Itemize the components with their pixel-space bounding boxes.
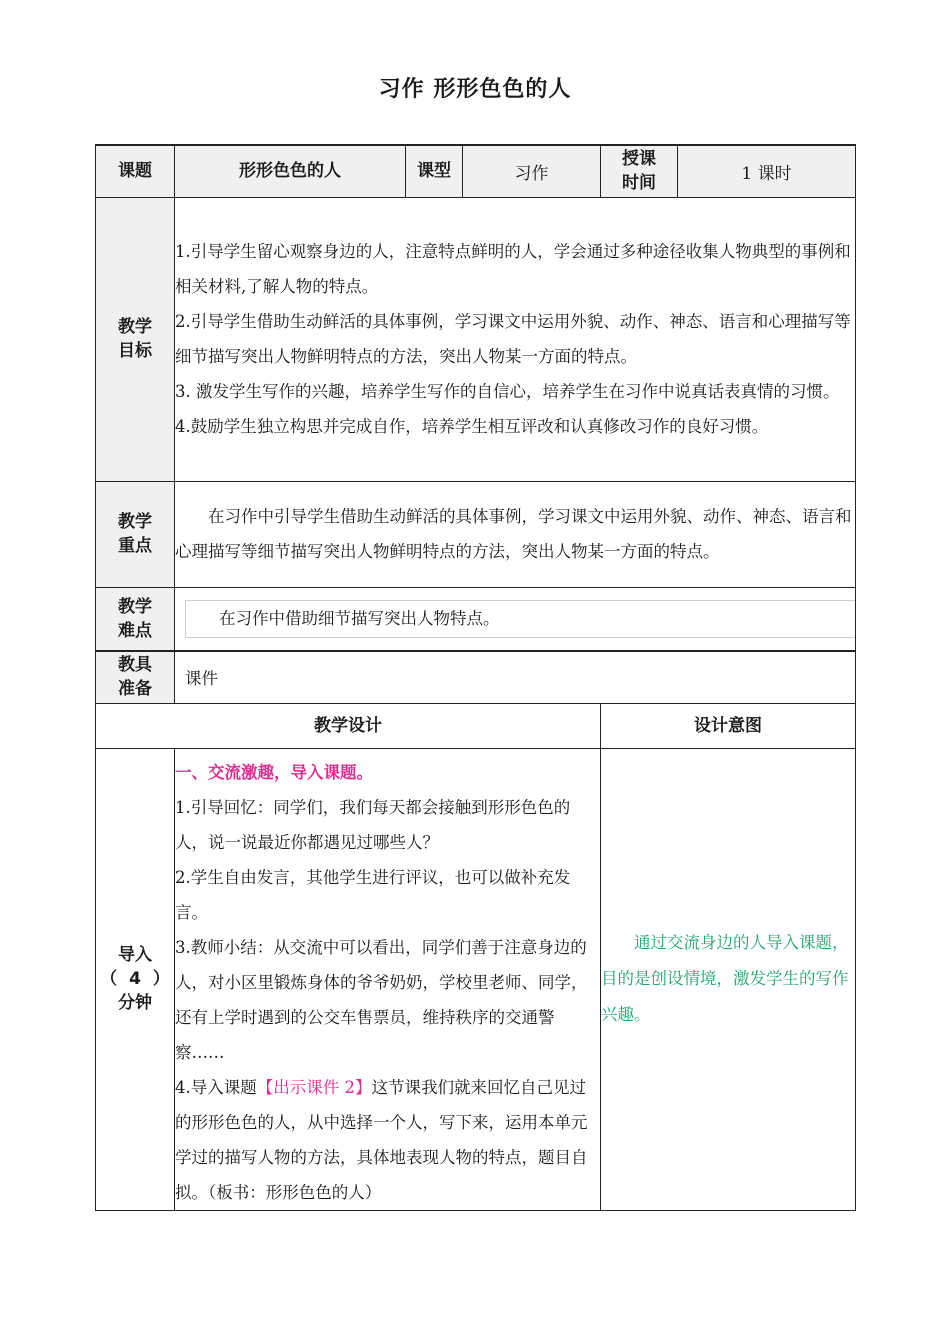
goal-item: 2.引导学生借助生动鲜活的具体事例，学习课文中运用外貌、动作、神态、语言和心理描写等细节描写突出人物鲜明特点的方法，突出人物某一方面的特点。: [175, 312, 851, 366]
intro-intent: [601, 748, 856, 1210]
page-title: 习作 形形色色的人: [378, 77, 572, 102]
tools-label-text: 教具准备: [118, 655, 152, 700]
intro-label-line3: 分钟: [118, 993, 152, 1013]
intro-content: [175, 748, 601, 1210]
difficulty-label-text: 教学难点: [118, 596, 152, 641]
intro-p4-after: 这节课我们就来回忆自己见过的形形色色的人，从中选择一个人，写下来，运用本单元学过的描写人物的方法，具体地表现人物的特点，题目自拟。（板书：形形色色的人）: [175, 1077, 588, 1202]
time-label-text: 授课时间: [622, 149, 656, 194]
goal-item: 3. 激发学生写作的兴趣，培养学生写作的自信心，培养学生在习作中说真话表真情的习惯。: [175, 382, 840, 401]
goal-item: 4.鼓励学生独立构思并完成自作，培养学生相互评改和认真修改习作的良好习惯。: [175, 417, 769, 436]
topic-value: 形形色色的人: [175, 145, 406, 197]
courseware-ref: 【出示课件 2】: [256, 1077, 372, 1097]
type-value: 习作: [463, 145, 601, 197]
difficulty-content: [175, 587, 856, 651]
intro-intent-text: 通过交流身边的人导入课题，目的是创设情境，激发学生的写作兴趣。: [601, 933, 849, 1024]
key-points-label: [96, 481, 175, 587]
intro-p1: 1.引导回忆：同学们，我们每天都会接触到形形色色的人，说一说最近你都遇见过哪些人？: [175, 797, 571, 852]
type-label: 课型: [406, 145, 463, 197]
lesson-plan-table: [95, 144, 855, 1211]
intro-p4: [175, 1070, 600, 1210]
intro-section-title: 一、交流激趣，导入课题。: [175, 762, 373, 782]
key-points-text: 在习作中引导学生借助生动鲜活的具体事例，学习课文中运用外貌、动作、神态、语言和心理描写等细节描写突出人物鲜明特点的方法，突出人物某一方面的特点。: [175, 507, 852, 561]
difficulty-text: 在习作中借助细节描写突出人物特点。: [219, 608, 500, 628]
intro-p2: 2.学生自由发言，其他学生进行评议，也可以做补充发言。: [175, 867, 571, 922]
goals-content: [175, 197, 856, 481]
key-points-label-text: 教学重点: [118, 512, 152, 556]
intro-label-line1: 导入: [118, 945, 152, 965]
intro-label: [96, 748, 175, 1210]
time-label: [601, 145, 678, 197]
goals-label: [96, 197, 175, 481]
goal-item: 1.引导学生留心观察身边的人，注意特点鲜明的人，学会通过多种途径收集人物典型的事例和相关材料,了解人物的特点。: [175, 242, 851, 296]
time-value: 1 课时: [678, 145, 856, 197]
goals-label-text: 教学目标: [118, 317, 152, 361]
tools-label: [96, 651, 175, 703]
intro-p4-before: 4.导入课题: [175, 1077, 257, 1097]
key-points-content: [175, 481, 856, 587]
intro-p3: 3.教师小结：从交流中可以看出，同学们善于注意身边的人，对小区里锻炼身体的爷爷奶奶，学校里老师、同学，还有上学时遇到的公交车售票员，维持秩序的交通警察……: [175, 937, 588, 1062]
tools-value: 课件: [175, 651, 856, 703]
difficulty-label: [96, 587, 175, 651]
topic-label: 课题: [96, 145, 175, 197]
intent-label: 设计意图: [601, 703, 856, 748]
design-label: 教学设计: [96, 703, 601, 748]
intro-label-line2: （ 4 ）: [100, 969, 170, 989]
